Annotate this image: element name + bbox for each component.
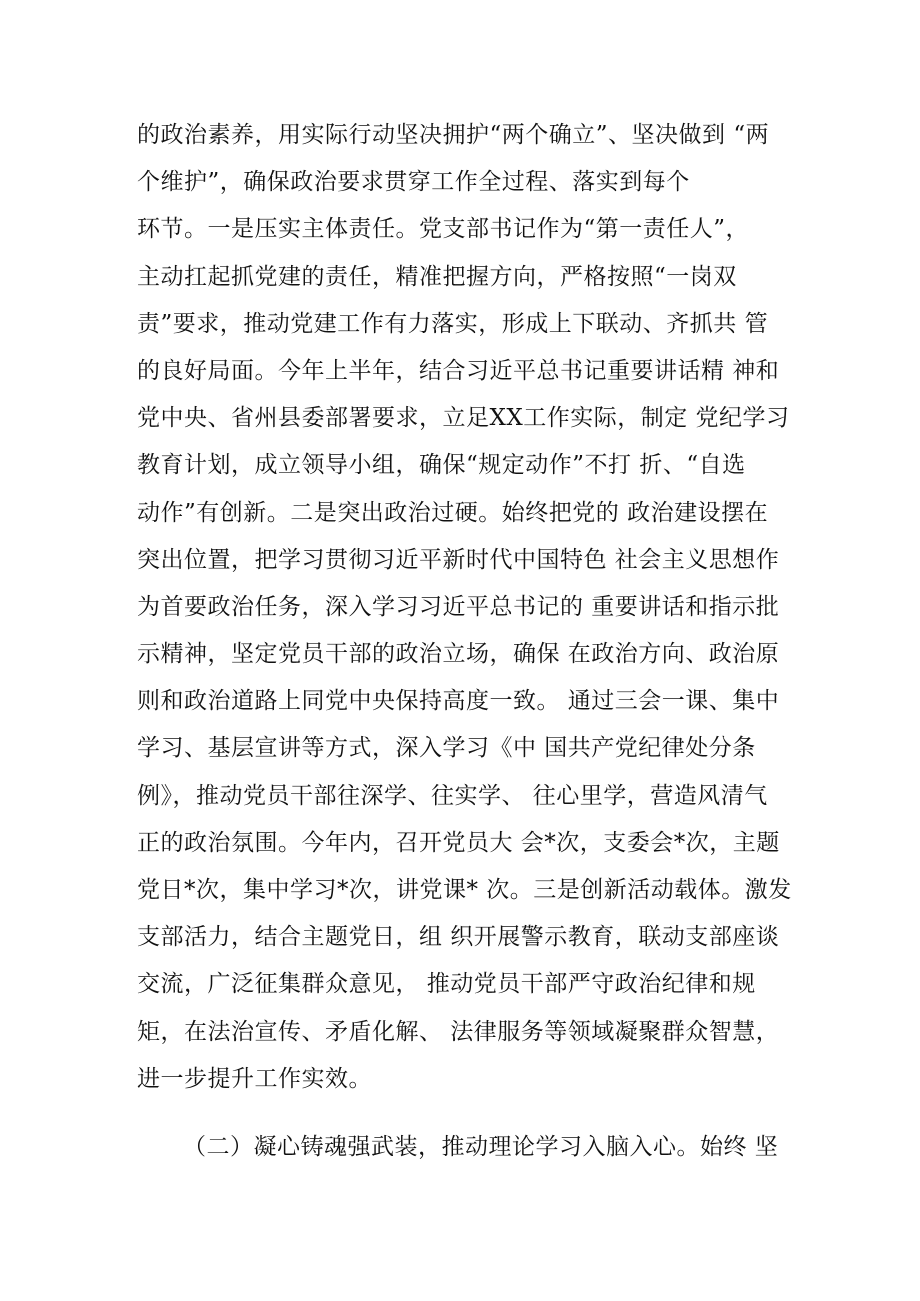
paragraph-line: 责”要求，推动党建工作有力落实，形成上下联动、齐抓共 管 <box>137 310 769 337</box>
paragraph-line: 动作”有创新。二是突出政治过硬。始终把党的 政治建设摆在 <box>137 499 769 526</box>
paragraph-line: 主动扛起抓党建的责任，精准把握方向，严格按照“一岗双 <box>137 263 737 290</box>
paragraph-line: 党日*次，集中学习*次，讲党课* 次。三是创新活动载体。激发 <box>137 877 792 903</box>
paragraph-line: 突出位置，把学习贯彻习近平新时代中国特色 社会主义思想作 <box>137 546 780 573</box>
paragraph-line: 矩，在法治宣传、矛盾化解、 法律服务等领域凝聚群众智慧， <box>137 1018 780 1045</box>
paragraph-line: 示精神，坚定党员干部的政治立场，确保 在政治方向、政治原 <box>137 641 780 668</box>
paragraph-line: 则和政治道路上同党中央保持高度一致。 通过三会一课、集中 <box>137 688 780 715</box>
paragraph-line: 环节。一是压实主体责任。党支部书记作为“第一责任人”， <box>137 216 750 243</box>
paragraph-line: 个维护”，确保政治要求贯穿工作全过程、落实到每个 <box>137 169 690 196</box>
paragraph-line: 为首要政治任务，深入学习习近平总书记的 重要讲话和指示批 <box>137 593 780 620</box>
paragraph-line: 党中央、省州县委部署要求，立足XX工作实际，制定 党纪学习 <box>137 405 790 432</box>
section-heading-text: （二）凝心铸魂强武装，推动理论学习入脑入心。始终 坚 <box>183 1134 779 1160</box>
paragraph-line: 学习、基层宣讲等方式，深入学习《中 国共产党纪律处分条 <box>137 735 756 762</box>
paragraph-line: 的良好局面。今年上半年，结合习近平总书记重要讲话精 神和 <box>137 357 780 384</box>
paragraph-line: 进一步提升工作实效。 <box>137 1065 372 1092</box>
paragraph-line: 正的政治氛围。今年内，召开党员大 会*次，支委会*次，主题 <box>137 829 780 856</box>
paragraph-line: 例》，推动党员干部往深学、往实学、 往心里学，营造风清气 <box>137 782 768 809</box>
body-paragraph <box>137 112 797 1103</box>
paragraph-line: 交流，广泛征集群众意见， 推动党员干部严守政治纪律和规 <box>137 971 756 998</box>
section-heading <box>137 1124 797 1171</box>
paragraph-line: 的政治素养，用实际行动坚决拥护“两个确立”、坚决做到 “两 <box>137 122 770 148</box>
paragraph-line: 支部活力，结合主题党日，组 织开展警示教育，联动支部座谈 <box>137 924 780 951</box>
paragraph-line: 教育计划，成立领导小组，确保“规定动作”不打 折、“自选 <box>137 452 746 479</box>
